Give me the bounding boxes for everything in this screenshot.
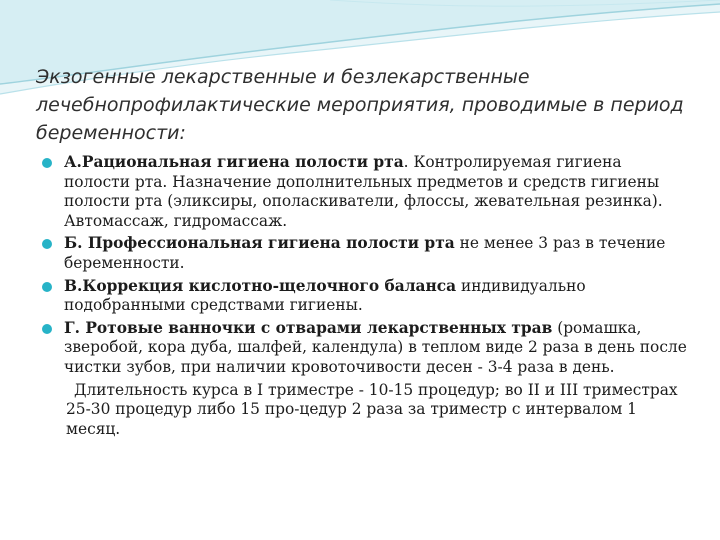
item-heading: Г. Ротовые ванночки с отварами лекарственных трав (64, 318, 553, 337)
item-heading: Б. Профессиональная гигиена полости рта (64, 234, 455, 253)
item-heading: В.Коррекция кислотно-щелочного баланса (64, 276, 457, 295)
item-text: не менее 3 раз в течение беременности. (64, 234, 666, 272)
bullet-dot-icon (42, 158, 52, 168)
item-text: (ромашка, зверобой, кора дуба, шалфей, календула) в теплом виде 2 раза в день после чистки зубов, при наличии кровоточивости десен - 3-4 раза в день. (64, 318, 687, 376)
list-item (36, 277, 691, 316)
bullet-dot-icon (42, 239, 52, 249)
course-duration-note: Длительность курса в I триместре - 10-15 процедур; во II и III триместрах 25-30 процедур либо 15 про-цедур 2 раза за триместр с интервалом 1 месяц. (66, 380, 678, 438)
bullet-dot-icon (42, 324, 52, 334)
list-item (36, 234, 691, 273)
item-text: индивидуально подобранными средствами гигиены. (64, 276, 586, 315)
list-item (36, 319, 691, 378)
list-item (36, 153, 691, 231)
item-text: . Контролируемая гигиена полости рта. Назначение дополнительных предметов и средств гигиены полости рта (эликсиры, ополаскиватели, флоссы, жевательная резинка). Автомассаж, гидромассаж. (64, 153, 663, 230)
slide-title: Экзогенные лекарственные и безлекарственные лечебнопрофилактические мероприятия, проводимые в период беременности: (36, 66, 684, 144)
bullet-dot-icon (42, 282, 52, 292)
item-heading: А.Рациональная гигиена полости рта (64, 153, 404, 171)
bullet-list (36, 153, 691, 439)
